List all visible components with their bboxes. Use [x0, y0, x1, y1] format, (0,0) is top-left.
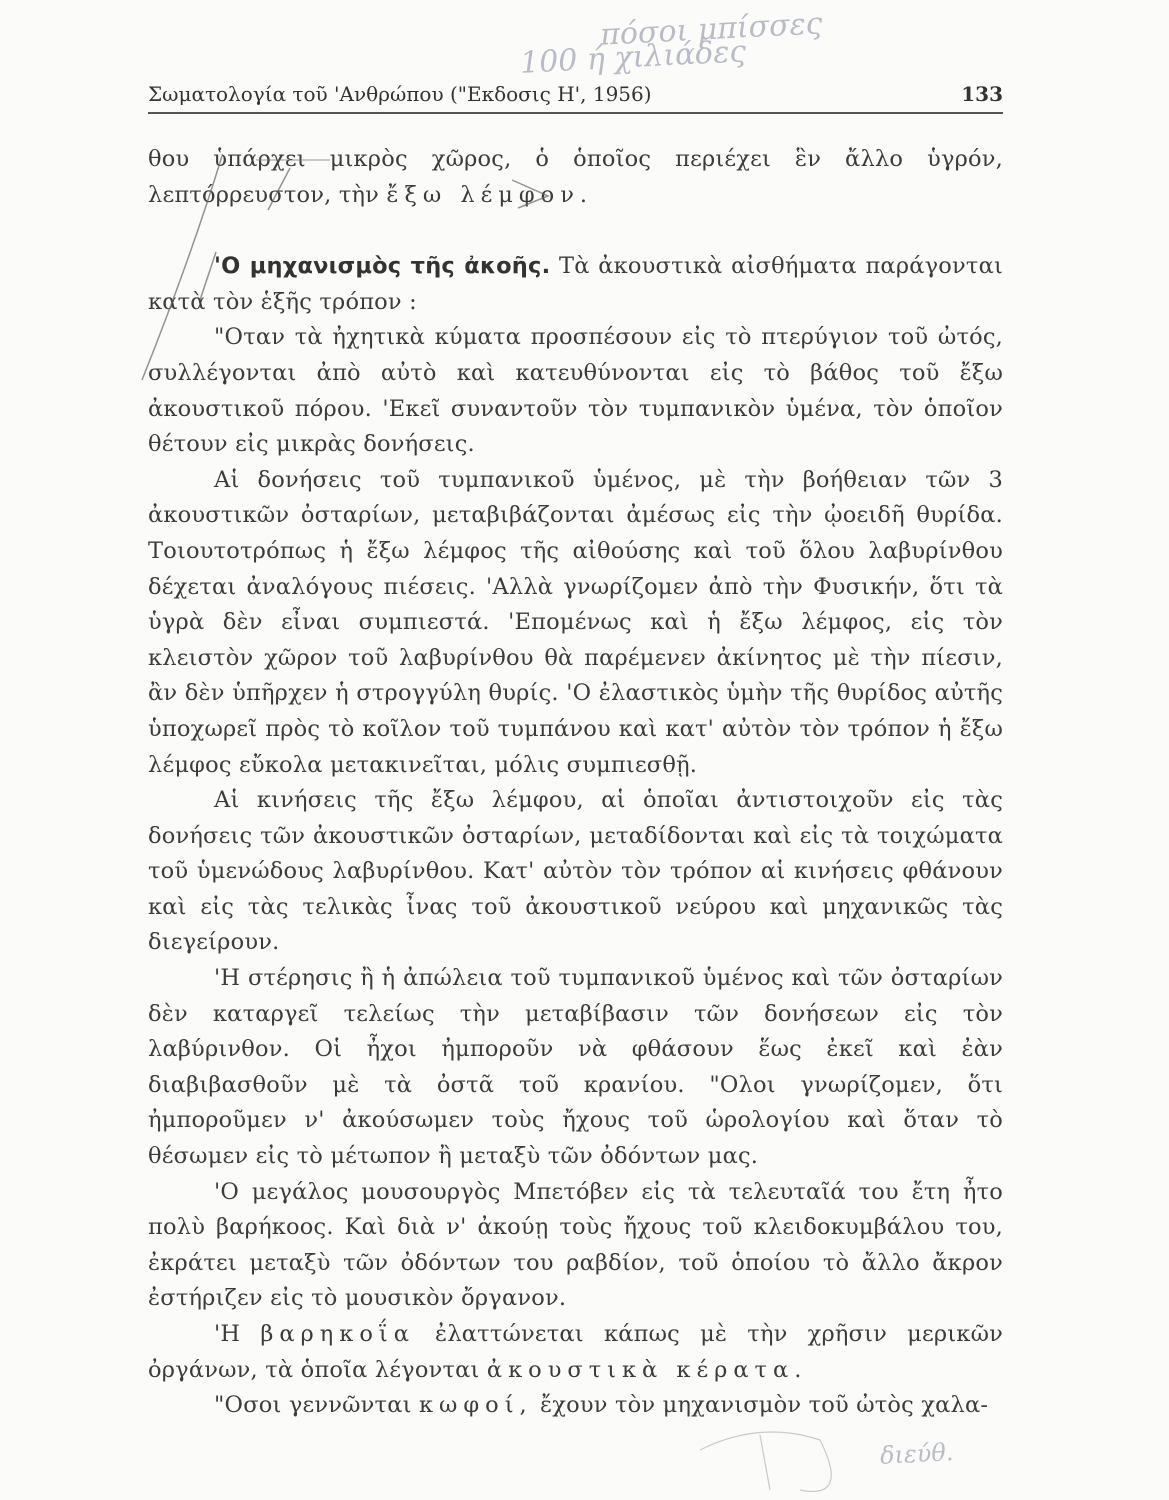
pencil-note-second: 100 ή χιλιάδες [519, 34, 748, 81]
paragraph-6: 'Η στέρησις ἢ ἡ ἀπώλεια τοῦ τυμπανικοῦ ὑμένος καὶ τῶν ὀσταρίων δὲν καταργεῖ τελείως τὴν μεταβίβασιν τῶν δονήσεων εἰς τὸν λαβύρινθον. Οἱ ἦχοι ἠμποροῦν νὰ φθάσουν ἕως ἐκεῖ καὶ ἐὰν διαβιβασθοῦν μὲ τὰ ὀστᾶ τοῦ κρανίου. "Ολοι γνωρίζομεν, ὅτι ἠμποροῦμεν ν' ἀκούσωμεν τοὺς ἤχους τοῦ ὡρολογίου καὶ ὅταν τὸ θέσωμεν εἰς τὸ μέτωπον ἢ μεταξὺ τῶν ὀδόντων μας. [148, 965, 1003, 1170]
pencil-note-bottom: διεύθ. [879, 1438, 955, 1470]
pencil-margin-stroke-2 [268, 168, 290, 210]
paragraph-7: 'Ο μεγάλος μουσουργὸς Μπετόβεν εἰς τὰ τελευταῖά του ἔτη ἦτο πολὺ βαρήκοος. Καὶ διὰ ν' ἀκούῃ τοὺς ἤχους τοῦ κλειδοκυμβάλου του, ἐκράτει μεταξὺ τῶν ὀδόντων του ραβδίον, τοῦ ὁποίου τὸ ἄλλο ἄκρον ἐστήριζεν εἰς τὸ μουσικὸν ὄργανον. [148, 1178, 1003, 1312]
paragraph-1: θου ὑπάρχει μικρὸς χῶρος, ὁ ὁποῖος περιέχει ἓν ἄλλο ὑγρόν, λεπτόρρευστον, τὴν ἔξω λέμφον. [148, 146, 1003, 208]
paragraph-3: "Οταν τὰ ἠχητικὰ κύματα προσπέσουν εἰς τὸ πτερύγιον τοῦ ὠτός, συλλέγονται ἀπὸ αὐτὸ καὶ κατευθύνονται εἰς τὸ βάθος τοῦ ἔξω ἀκουστικοῦ πόρου. 'Εκεῖ συναντοῦν τὸν τυμπανικὸν ὑμένα, τὸν ὁποῖον θέτουν εἰς μικρὰς δονήσεις. [148, 324, 1003, 458]
spaced-term: κωφοί, [418, 1392, 533, 1419]
page-number: 133 [961, 82, 1003, 106]
spaced-term: ἀκουστικὰ κέρατα. [486, 1356, 808, 1383]
paragraph-5: Αἱ κινήσεις τῆς ἔξω λέμφου, αἱ ὁποῖαι ἀντιστοιχοῦν εἰς τὰς δονήσεις τῶν ἀκουστικῶν ὀσταρίων, μεταδίδονται καὶ εἰς τὰ τοιχώματα τοῦ ὑμενώδους λαβυρίνθου. Κατ' αὐτὸν τὸν τρόπον αἱ κινήσεις φθάνουν καὶ εἰς τὰς τελικὰς ἶνας τοῦ ἀκουστικοῦ νεύρου καὶ μηχανικῶς τὰς διεγείρουν. [148, 787, 1003, 956]
paragraph-4: Αἱ δονήσεις τοῦ τυμπανικοῦ ὑμένος, μὲ τὴν βοήθειαν τῶν 3 ἀκουστικῶν ὀσταρίων, μεταβιβάζονται ἀμέσως εἰς τὴν ᾠοειδῆ θυρίδα. Τοιουτοτρόπως ἡ ἔξω λέμφος τῆς αἰθούσης καὶ τοῦ ὅλου λαβυρίνθου δέχεται ἀναλόγους πιέσεις. 'Αλλὰ γνωρίζομεν ἀπὸ τὴν Φυσικήν, ὅτι τὰ ὑγρὰ δὲν εἶναι συμπιεστά. 'Επομένως καὶ ἡ ἔξω λέμφος, εἰς τὸν κλειστὸν χῶρον τοῦ λαβυρίνθου θὰ παρέμενεν ἀκίνητος μὲ τὴν πίεσιν, ἂν δὲν ὑπῆρχεν ἡ στρογγύλη θυρίς. 'Ο ἐλαστικὸς ὑμὴν τῆς θυρίδος αὐτῆς ὑποχωρεῖ πρὸς τὸ κοῖλον τοῦ τυμπάνου καὶ κατ' αὐτὸν τὸν τρόπον ἡ ἔξω λέμφος εὔκολα μετακινεῖται, μόλις συμπιεσθῇ. [148, 466, 1003, 778]
spaced-term: ἔξω λέμφον. [386, 181, 594, 208]
section-heading: 'Ο μηχανισμὸς τῆς ἀκοῆς. [214, 253, 551, 280]
pencil-note-top: πόσοι μπίσσες [599, 6, 824, 53]
paragraph-2: 'Ο μηχανισμὸς τῆς ἀκοῆς. Τὰ ἀκουστικὰ αἰσθήματα παράγονται κατὰ τὸν ἑξῆς τρόπον : [148, 253, 1003, 315]
spaced-term: βαρηκοΐα [260, 1321, 415, 1347]
pencil-caret [512, 180, 548, 208]
pencil-bottom-scribble [700, 1432, 831, 1491]
paragraph-8: 'Η βαρηκοΐα ἐλαττώνεται κάπως μὲ τὴν χρῆσιν μερικῶν ὀργάνων, τὰ ὁποῖα λέγονται ἀκουστικὰ κέρατα. [148, 1321, 1003, 1383]
header-title: Σωματολογία τοῦ 'Ανθρώπου ("Εκδοσις Η', 1956) [148, 82, 652, 106]
pencil-margin-stroke-3 [200, 252, 216, 300]
paragraph-9: "Οσοι γεννῶνται κωφοί, ἔχουν τὸν μηχανισμὸν τοῦ ὠτὸς χαλα- [214, 1392, 989, 1419]
